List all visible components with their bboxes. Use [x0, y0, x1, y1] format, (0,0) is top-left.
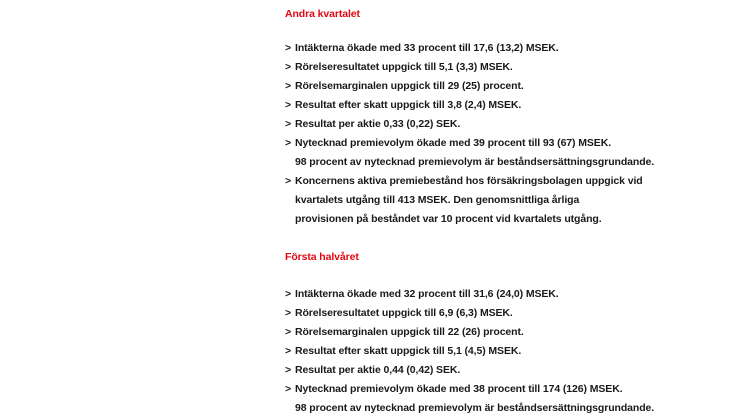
bullet-text: Nytecknad premievolym ökade med 38 procent till 174 (126) MSEK.	[295, 383, 623, 395]
bullet-item	[285, 323, 654, 342]
bullet-text: Rörelseresultatet uppgick till 5,1 (3,3) MSEK.	[295, 61, 513, 73]
bullet-line	[285, 361, 654, 380]
bullet-line	[285, 77, 654, 96]
bullet-marker: >	[285, 61, 292, 73]
bullet-item	[285, 39, 654, 58]
bullet-list-andra-kvartalet	[285, 39, 654, 229]
bullet-item	[285, 96, 654, 115]
bullet-marker: >	[285, 383, 292, 395]
bullet-item	[285, 172, 654, 229]
bullet-marker: >	[285, 137, 292, 149]
bullet-line	[285, 153, 654, 172]
bullet-item	[285, 134, 654, 172]
bullet-text: Resultat efter skatt uppgick till 5,1 (4,5) MSEK.	[295, 345, 522, 357]
section-title-forsta-halvaret: Första halvåret	[285, 251, 359, 263]
bullet-text: Rörelsemarginalen uppgick till 22 (26) procent.	[295, 326, 524, 338]
bullet-line	[285, 210, 654, 229]
bullet-marker: >	[285, 364, 292, 376]
bullet-line	[285, 96, 654, 115]
bullet-text: kvartalets utgång till 413 MSEK. Den genomsnittliga årliga	[295, 194, 580, 206]
bullet-marker: >	[285, 326, 292, 338]
bullet-line	[285, 380, 654, 399]
bullet-line	[285, 304, 654, 323]
bullet-text: Resultat per aktie 0,44 (0,42) SEK.	[295, 364, 461, 376]
bullet-marker: >	[285, 307, 292, 319]
bullet-item	[285, 285, 654, 304]
bullet-marker: >	[285, 42, 292, 54]
bullet-marker: >	[285, 99, 292, 111]
bullet-line	[285, 134, 654, 153]
bullet-line	[285, 342, 654, 361]
bullet-line	[285, 399, 654, 418]
bullet-item	[285, 58, 654, 77]
bullet-text: Rörelseresultatet uppgick till 6,9 (6,3) MSEK.	[295, 307, 513, 319]
bullet-line	[285, 285, 654, 304]
section-title-andra-kvartalet: Andra kvartalet	[285, 8, 360, 20]
bullet-text: provisionen på beståndet var 10 procent vid kvartalets utgång.	[295, 213, 602, 225]
bullet-line	[285, 115, 654, 134]
bullet-text: Rörelsemarginalen uppgick till 29 (25) procent.	[295, 80, 524, 92]
bullet-marker: >	[285, 80, 292, 92]
bullet-text: 98 procent av nytecknad premievolym är beståndsersättningsgrundande.	[295, 156, 655, 168]
bullet-text: 98 procent av nytecknad premievolym är beståndsersättningsgrundande.	[295, 402, 655, 414]
bullet-text: Koncernens aktiva premiebestånd hos försäkringsbolagen uppgick vid	[295, 175, 643, 187]
bullet-text: Intäkterna ökade med 33 procent till 17,6 (13,2) MSEK.	[295, 42, 559, 54]
bullet-line	[285, 172, 654, 191]
bullet-line	[285, 39, 654, 58]
bullet-item	[285, 380, 654, 418]
bullet-marker: >	[285, 118, 292, 130]
bullet-text: Intäkterna ökade med 32 procent till 31,6 (24,0) MSEK.	[295, 288, 559, 300]
bullet-item	[285, 304, 654, 323]
bullet-text: Resultat per aktie 0,33 (0,22) SEK.	[295, 118, 461, 130]
bullet-line	[285, 191, 654, 210]
bullet-line	[285, 58, 654, 77]
bullet-marker: >	[285, 288, 292, 300]
bullet-list-forsta-halvaret	[285, 285, 654, 418]
bullet-item	[285, 361, 654, 380]
bullet-item	[285, 77, 654, 96]
bullet-item	[285, 115, 654, 134]
bullet-marker: >	[285, 345, 292, 357]
bullet-line	[285, 323, 654, 342]
bullet-item	[285, 342, 654, 361]
bullet-text: Nytecknad premievolym ökade med 39 procent till 93 (67) MSEK.	[295, 137, 612, 149]
bullet-marker: >	[285, 175, 292, 187]
bullet-text: Resultat efter skatt uppgick till 3,8 (2,4) MSEK.	[295, 99, 522, 111]
